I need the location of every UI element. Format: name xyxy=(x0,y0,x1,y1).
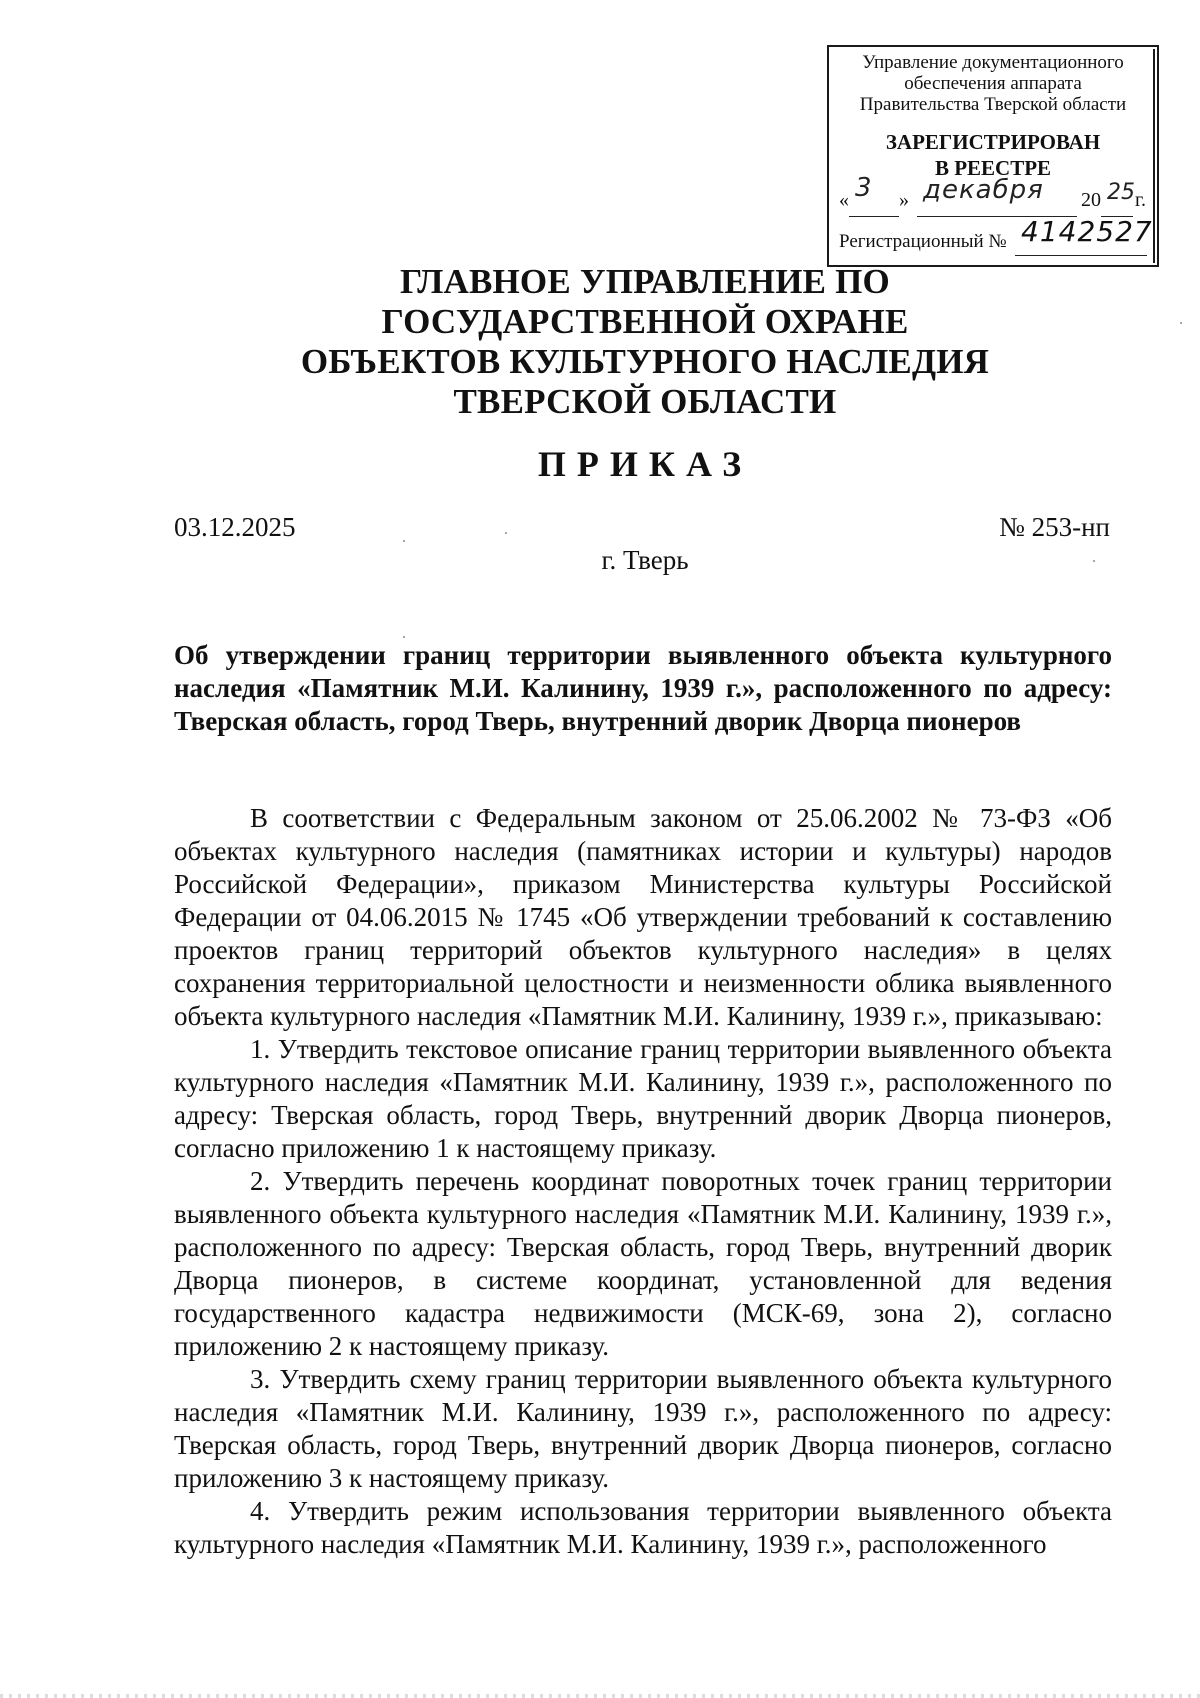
order-subject: Об утверждении границ территории выявленного объекта культурного наследия «Памятник М.И. Калинину, 1939 г.», расположенного по адресу: Тверская область, город Тверь, внутренний дворик Дворца пионеров xyxy=(174,640,1112,736)
stamp-underline xyxy=(1015,255,1147,256)
scan-speck xyxy=(403,540,405,542)
order-item: 3. Утвердить схему границ территории выявленного объекта культурного наследия «Памятник М.И. Калинину, 1939 г.», расположенного по адресу: Тверская область, город Тверь, внутренний дворик Дворца пионеров, согласно приложению 3 к настоящему приказу. xyxy=(174,1364,1112,1493)
registration-stamp xyxy=(827,45,1159,267)
scan-speck xyxy=(1180,322,1182,324)
stamp-close-quote: » xyxy=(899,189,909,211)
stamp-org-line: обеспечения аппарата xyxy=(904,73,1082,94)
order-city: г. Тверь xyxy=(601,545,689,575)
order-date: 03.12.2025 xyxy=(174,512,296,542)
scan-edge xyxy=(0,1694,1200,1698)
scan-speck xyxy=(505,532,507,534)
stamp-status-line: В РЕЕСТРЕ xyxy=(934,156,1052,180)
stamp-year-handwritten: 25 xyxy=(1107,180,1135,205)
stamp-org-line: Управление документационного xyxy=(862,52,1124,73)
scan-speck xyxy=(403,636,405,638)
stamp-year-prefix: 20 xyxy=(1081,189,1101,211)
stamp-status xyxy=(829,129,1157,181)
stamp-underline xyxy=(849,216,899,217)
stamp-border-rule xyxy=(1153,49,1155,263)
preamble-paragraph: В соответствии с Федеральным законом от 25.06.2002 № 73-ФЗ «Об объектах культурного наследия (памятниках истории и культуры) народов Российской Федерации», приказом Министерства культуры Российской Федерации от 04.06.2015 № 1745 «Об утверждении требований к составлению проектов границ территорий объектов культурного наследия» в целях сохранения территориальной целостности и неизменности облика выявленного объекта культурного наследия «Памятник М.И. Калинину, 1939 г.», приказываю: xyxy=(174,803,1112,1031)
order-body xyxy=(174,802,1112,1561)
order-item: 2. Утвердить перечень координат поворотных точек границ территории выявленного объекта культурного наследия «Памятник М.И. Калинину, 1939 г.», расположенного по адресу: Тверская область, город Тверь, внутренний дворик Дворца пионеров, в системе координат, установленной для ведения государственного кадастра недвижимости (МСК-69, зона 2), согласно приложению 2 к настоящему приказу. xyxy=(174,1166,1112,1361)
stamp-regnum-label: Регистрационный № xyxy=(839,231,1007,252)
agency-name-line: ГЛАВНОЕ УПРАВЛЕНИЕ ПО xyxy=(400,262,890,301)
stamp-status-line: ЗАРЕГИСТРИРОВАН xyxy=(885,130,1101,154)
stamp-organization xyxy=(829,52,1157,115)
stamp-open-quote: « xyxy=(839,189,849,211)
agency-name-line: ТВЕРСКОЙ ОБЛАСТИ xyxy=(453,382,837,421)
agency-name-line: ГОСУДАРСТВЕННОЙ ОХРАНЕ xyxy=(381,302,909,341)
agency-name xyxy=(0,262,1200,422)
order-item: 4. Утвердить режим использования территории выявленного объекта культурного наследия «Памятник М.И. Калинину, 1939 г.», расположенного xyxy=(174,1496,1112,1559)
order-number: № 253-нп xyxy=(999,512,1110,542)
stamp-month-handwritten: декабря xyxy=(923,175,1044,205)
stamp-regnum-handwritten: 4142527 xyxy=(1021,215,1153,248)
scan-speck xyxy=(1093,560,1095,562)
agency-name-line: ОБЪЕКТОВ КУЛЬТУРНОГО НАСЛЕДИЯ xyxy=(300,342,990,381)
order-item: 1. Утвердить текстовое описание границ территории выявленного объекта культурного наследия «Памятник М.И. Калинину, 1939 г.», расположенного по адресу: Тверская область, город Тверь, внутренний дворик Дворца пионеров, согласно приложению 1 к настоящему приказу. xyxy=(174,1034,1112,1163)
stamp-registration-number xyxy=(839,215,1153,252)
stamp-org-line: Правительства Тверской области xyxy=(859,94,1127,115)
document-type-title: ПРИКАЗ xyxy=(537,444,753,484)
stamp-day-handwritten: 3 xyxy=(855,173,872,203)
stamp-year-suffix: г. xyxy=(1135,189,1146,211)
